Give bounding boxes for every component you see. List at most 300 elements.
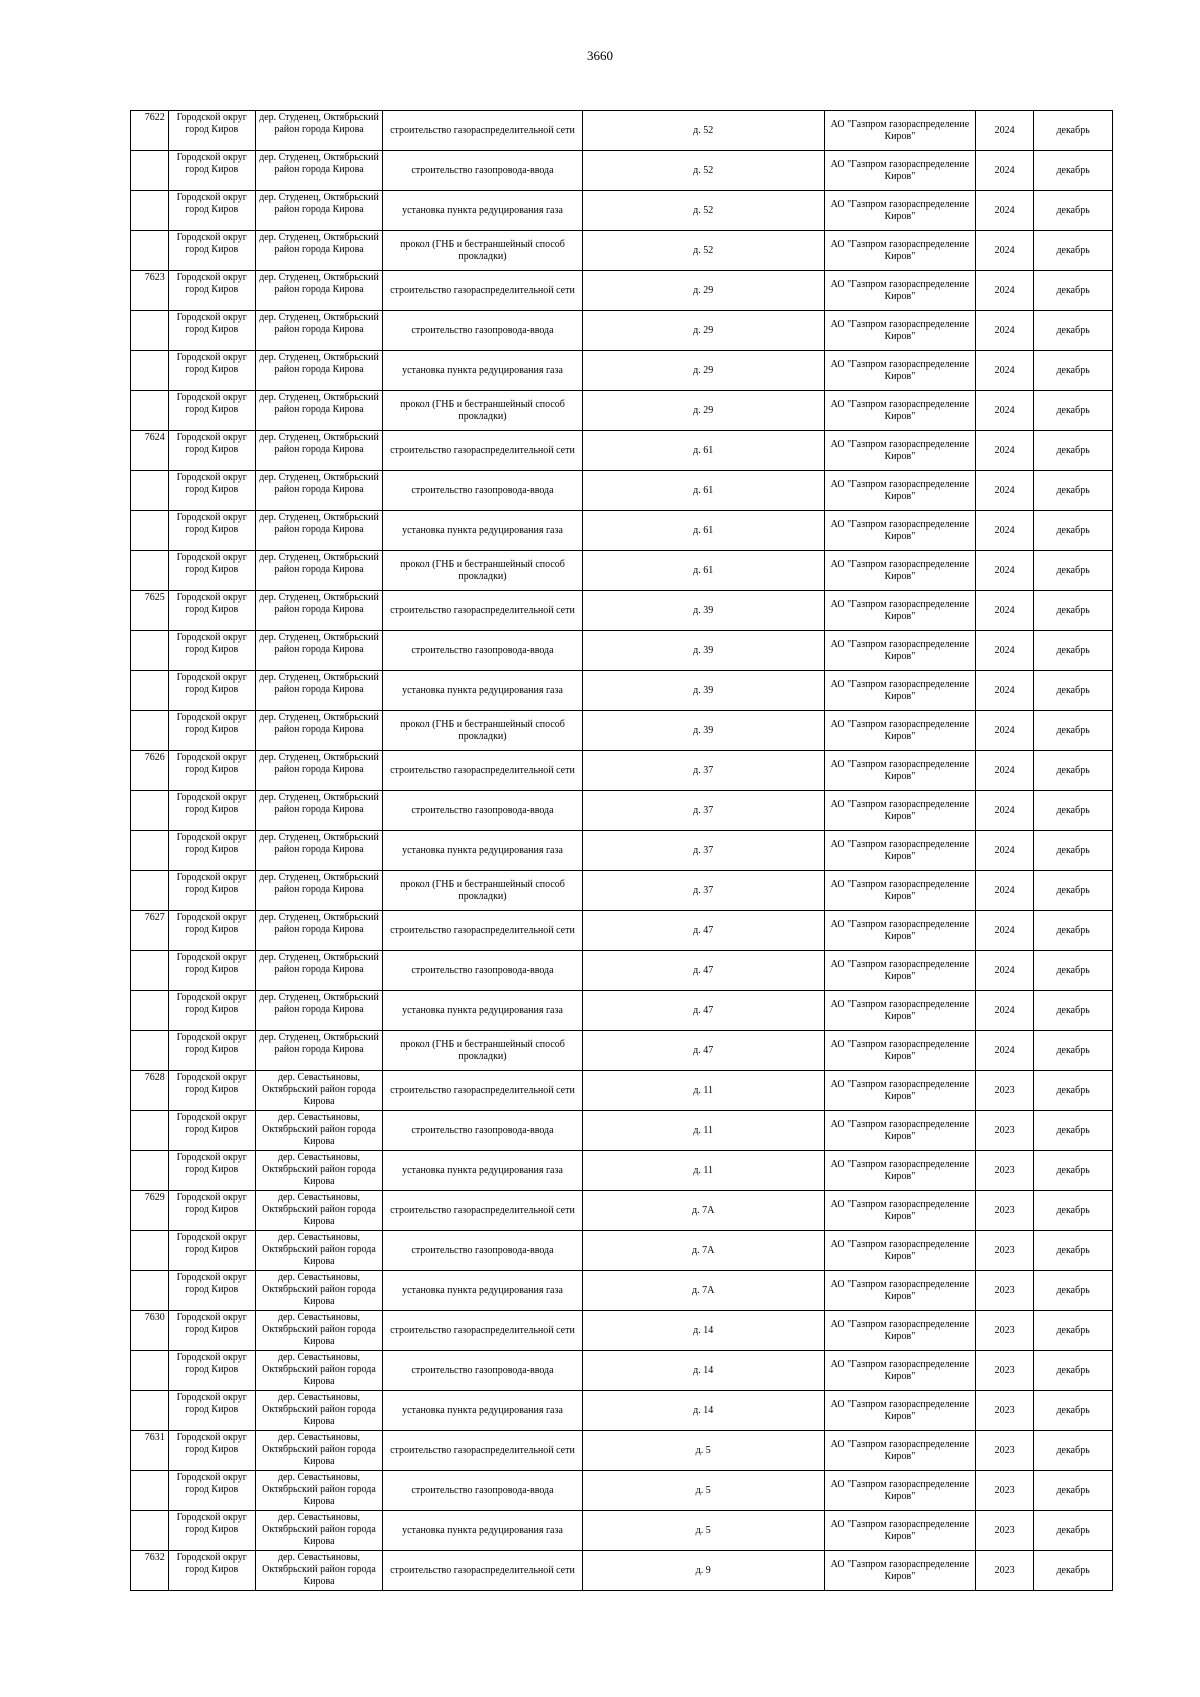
locality-cell: дер. Севастьяновы, Октябрьский район города Кирова [255,1271,383,1311]
row-number-cell: 7629 [131,1191,169,1231]
month-cell: декабрь [1034,351,1113,391]
work-type-cell: установка пункта редуцирования газа [383,191,582,231]
locality-cell: дер. Студенец, Октябрьский район города Кирова [255,751,383,791]
month-cell: декабрь [1034,631,1113,671]
year-cell: 2024 [976,871,1034,911]
year-cell: 2024 [976,951,1034,991]
organization-cell: АО "Газпром газораспределение Киров" [824,1151,975,1191]
municipality-cell: Городской округ город Киров [168,191,255,231]
house-cell: д. 39 [582,591,824,631]
year-cell: 2023 [976,1431,1034,1471]
table-row [131,1391,1113,1431]
locality-cell: дер. Студенец, Октябрьский район города Кирова [255,871,383,911]
municipality-cell: Городской округ город Киров [168,1311,255,1351]
row-number-cell: 7630 [131,1311,169,1351]
house-cell: д. 11 [582,1151,824,1191]
work-type-cell: установка пункта редуцирования газа [383,1271,582,1311]
table-row [131,671,1113,711]
row-number-cell [131,351,169,391]
municipality-cell: Городской округ город Киров [168,1031,255,1071]
year-cell: 2023 [976,1191,1034,1231]
organization-cell: АО "Газпром газораспределение Киров" [824,311,975,351]
row-number-cell [131,951,169,991]
work-type-cell: строительство газораспределительной сети [383,1551,582,1591]
gasification-table [130,110,1113,1591]
organization-cell: АО "Газпром газораспределение Киров" [824,551,975,591]
organization-cell: АО "Газпром газораспределение Киров" [824,711,975,751]
organization-cell: АО "Газпром газораспределение Киров" [824,271,975,311]
table-row [131,311,1113,351]
month-cell: декабрь [1034,1071,1113,1111]
month-cell: декабрь [1034,991,1113,1031]
house-cell: д. 29 [582,271,824,311]
row-number-cell: 7624 [131,431,169,471]
year-cell: 2024 [976,191,1034,231]
house-cell: д. 61 [582,431,824,471]
row-number-cell [131,1351,169,1391]
year-cell: 2024 [976,991,1034,1031]
month-cell: декабрь [1034,1111,1113,1151]
row-number-cell [131,1391,169,1431]
table-row [131,951,1113,991]
organization-cell: АО "Газпром газораспределение Киров" [824,591,975,631]
locality-cell: дер. Студенец, Октябрьский район города Кирова [255,551,383,591]
month-cell: декабрь [1034,1511,1113,1551]
table-row [131,631,1113,671]
locality-cell: дер. Севастьяновы, Октябрьский район города Кирова [255,1551,383,1591]
year-cell: 2024 [976,111,1034,151]
month-cell: декабрь [1034,551,1113,591]
month-cell: декабрь [1034,391,1113,431]
organization-cell: АО "Газпром газораспределение Киров" [824,111,975,151]
organization-cell: АО "Газпром газораспределение Киров" [824,871,975,911]
locality-cell: дер. Севастьяновы, Октябрьский район города Кирова [255,1071,383,1111]
table-row [131,391,1113,431]
table-row [131,1111,1113,1151]
municipality-cell: Городской округ город Киров [168,1231,255,1271]
municipality-cell: Городской округ город Киров [168,1471,255,1511]
municipality-cell: Городской округ город Киров [168,711,255,751]
work-type-cell: строительство газораспределительной сети [383,431,582,471]
year-cell: 2024 [976,1031,1034,1071]
locality-cell: дер. Севастьяновы, Октябрьский район города Кирова [255,1231,383,1271]
work-type-cell: прокол (ГНБ и бестраншейный способ прокладки) [383,551,582,591]
month-cell: декабрь [1034,111,1113,151]
municipality-cell: Городской округ город Киров [168,1151,255,1191]
year-cell: 2024 [976,471,1034,511]
table-row [131,271,1113,311]
row-number-cell: 7625 [131,591,169,631]
month-cell: декабрь [1034,911,1113,951]
month-cell: декабрь [1034,751,1113,791]
municipality-cell: Городской округ город Киров [168,1071,255,1111]
month-cell: декабрь [1034,791,1113,831]
year-cell: 2024 [976,151,1034,191]
month-cell: декабрь [1034,1151,1113,1191]
work-type-cell: строительство газопровода-ввода [383,1351,582,1391]
row-number-cell [131,711,169,751]
table-row [131,1151,1113,1191]
work-type-cell: прокол (ГНБ и бестраншейный способ прокладки) [383,871,582,911]
work-type-cell: строительство газораспределительной сети [383,591,582,631]
year-cell: 2024 [976,591,1034,631]
house-cell: д. 29 [582,351,824,391]
organization-cell: АО "Газпром газораспределение Киров" [824,351,975,391]
work-type-cell: установка пункта редуцирования газа [383,991,582,1031]
work-type-cell: установка пункта редуцирования газа [383,351,582,391]
municipality-cell: Городской округ город Киров [168,671,255,711]
municipality-cell: Городской округ город Киров [168,111,255,151]
table-row [131,991,1113,1031]
locality-cell: дер. Студенец, Октябрьский район города Кирова [255,591,383,631]
month-cell: декабрь [1034,1431,1113,1471]
month-cell: декабрь [1034,151,1113,191]
row-number-cell [131,551,169,591]
month-cell: декабрь [1034,951,1113,991]
table-row [131,151,1113,191]
month-cell: декабрь [1034,831,1113,871]
year-cell: 2023 [976,1311,1034,1351]
row-number-cell: 7627 [131,911,169,951]
work-type-cell: строительство газопровода-ввода [383,951,582,991]
locality-cell: дер. Студенец, Октябрьский район города Кирова [255,911,383,951]
month-cell: декабрь [1034,1231,1113,1271]
table-row [131,111,1113,151]
work-type-cell: установка пункта редуцирования газа [383,511,582,551]
work-type-cell: установка пункта редуцирования газа [383,1391,582,1431]
month-cell: декабрь [1034,1351,1113,1391]
row-number-cell [131,991,169,1031]
work-type-cell: установка пункта редуцирования газа [383,671,582,711]
year-cell: 2024 [976,391,1034,431]
year-cell: 2024 [976,231,1034,271]
municipality-cell: Городской округ город Киров [168,1351,255,1391]
house-cell: д. 14 [582,1351,824,1391]
organization-cell: АО "Газпром газораспределение Киров" [824,431,975,471]
organization-cell: АО "Газпром газораспределение Киров" [824,671,975,711]
table-row [131,1351,1113,1391]
locality-cell: дер. Севастьяновы, Октябрьский район города Кирова [255,1151,383,1191]
organization-cell: АО "Газпром газораспределение Киров" [824,191,975,231]
work-type-cell: прокол (ГНБ и бестраншейный способ прокладки) [383,711,582,751]
year-cell: 2023 [976,1391,1034,1431]
organization-cell: АО "Газпром газораспределение Киров" [824,1071,975,1111]
work-type-cell: строительство газопровода-ввода [383,1111,582,1151]
organization-cell: АО "Газпром газораспределение Киров" [824,991,975,1031]
locality-cell: дер. Севастьяновы, Октябрьский район города Кирова [255,1471,383,1511]
house-cell: д. 11 [582,1111,824,1151]
locality-cell: дер. Студенец, Октябрьский район города Кирова [255,631,383,671]
row-number-cell [131,391,169,431]
house-cell: д. 7А [582,1191,824,1231]
municipality-cell: Городской округ город Киров [168,791,255,831]
house-cell: д. 29 [582,311,824,351]
locality-cell: дер. Студенец, Октябрьский район города Кирова [255,671,383,711]
locality-cell: дер. Студенец, Октябрьский район города Кирова [255,951,383,991]
house-cell: д. 29 [582,391,824,431]
table-row [131,1311,1113,1351]
municipality-cell: Городской округ город Киров [168,911,255,951]
table-row [131,911,1113,951]
house-cell: д. 61 [582,471,824,511]
municipality-cell: Городской округ город Киров [168,391,255,431]
municipality-cell: Городской округ город Киров [168,1191,255,1231]
row-number-cell [131,1271,169,1311]
year-cell: 2023 [976,1471,1034,1511]
year-cell: 2024 [976,511,1034,551]
work-type-cell: строительство газораспределительной сети [383,1431,582,1471]
table-row [131,1551,1113,1591]
locality-cell: дер. Севастьяновы, Октябрьский район города Кирова [255,1111,383,1151]
work-type-cell: строительство газораспределительной сети [383,751,582,791]
year-cell: 2024 [976,911,1034,951]
table-row [131,591,1113,631]
table-row [131,471,1113,511]
organization-cell: АО "Газпром газораспределение Киров" [824,1191,975,1231]
year-cell: 2024 [976,751,1034,791]
table-body [131,111,1113,1591]
month-cell: декабрь [1034,591,1113,631]
house-cell: д. 37 [582,751,824,791]
locality-cell: дер. Студенец, Октябрьский район города Кирова [255,431,383,471]
work-type-cell: строительство газопровода-ввода [383,1471,582,1511]
locality-cell: дер. Студенец, Октябрьский район города Кирова [255,231,383,271]
house-cell: д. 39 [582,631,824,671]
work-type-cell: установка пункта редуцирования газа [383,1511,582,1551]
locality-cell: дер. Студенец, Октябрьский район города Кирова [255,311,383,351]
organization-cell: АО "Газпром газораспределение Киров" [824,751,975,791]
row-number-cell [131,671,169,711]
organization-cell: АО "Газпром газораспределение Киров" [824,951,975,991]
year-cell: 2023 [976,1231,1034,1271]
house-cell: д. 14 [582,1391,824,1431]
house-cell: д. 37 [582,791,824,831]
municipality-cell: Городской округ город Киров [168,311,255,351]
locality-cell: дер. Севастьяновы, Октябрьский район города Кирова [255,1311,383,1351]
table-row [131,831,1113,871]
work-type-cell: строительство газораспределительной сети [383,1191,582,1231]
organization-cell: АО "Газпром газораспределение Киров" [824,231,975,271]
row-number-cell [131,1151,169,1191]
organization-cell: АО "Газпром газораспределение Киров" [824,911,975,951]
locality-cell: дер. Студенец, Октябрьский район города Кирова [255,471,383,511]
table-row [131,1431,1113,1471]
municipality-cell: Городской округ город Киров [168,511,255,551]
work-type-cell: строительство газопровода-ввода [383,311,582,351]
year-cell: 2024 [976,551,1034,591]
work-type-cell: строительство газопровода-ввода [383,471,582,511]
work-type-cell: строительство газопровода-ввода [383,631,582,671]
locality-cell: дер. Студенец, Октябрьский район города Кирова [255,1031,383,1071]
row-number-cell: 7623 [131,271,169,311]
month-cell: декабрь [1034,271,1113,311]
organization-cell: АО "Газпром газораспределение Киров" [824,511,975,551]
year-cell: 2024 [976,271,1034,311]
organization-cell: АО "Газпром газораспределение Киров" [824,1231,975,1271]
work-type-cell: установка пункта редуцирования газа [383,1151,582,1191]
table-row [131,1471,1113,1511]
table-row [131,1511,1113,1551]
locality-cell: дер. Студенец, Октябрьский район города Кирова [255,831,383,871]
work-type-cell: строительство газораспределительной сети [383,271,582,311]
row-number-cell [131,791,169,831]
municipality-cell: Городской округ город Киров [168,351,255,391]
table-row [131,791,1113,831]
month-cell: декабрь [1034,471,1113,511]
table-row [131,711,1113,751]
row-number-cell [131,231,169,271]
work-type-cell: прокол (ГНБ и бестраншейный способ прокладки) [383,391,582,431]
year-cell: 2023 [976,1551,1034,1591]
municipality-cell: Городской округ город Киров [168,431,255,471]
row-number-cell [131,1511,169,1551]
year-cell: 2023 [976,1511,1034,1551]
locality-cell: дер. Студенец, Октябрьский район города Кирова [255,391,383,431]
organization-cell: АО "Газпром газораспределение Киров" [824,391,975,431]
house-cell: д. 39 [582,711,824,751]
month-cell: декабрь [1034,231,1113,271]
locality-cell: дер. Студенец, Октябрьский район города Кирова [255,271,383,311]
municipality-cell: Городской округ город Киров [168,751,255,791]
house-cell: д. 7А [582,1271,824,1311]
house-cell: д. 39 [582,671,824,711]
organization-cell: АО "Газпром газораспределение Киров" [824,1031,975,1071]
year-cell: 2024 [976,711,1034,751]
house-cell: д. 11 [582,1071,824,1111]
work-type-cell: прокол (ГНБ и бестраншейный способ прокладки) [383,1031,582,1071]
municipality-cell: Городской округ город Киров [168,471,255,511]
municipality-cell: Городской округ город Киров [168,551,255,591]
month-cell: декабрь [1034,1271,1113,1311]
work-type-cell: прокол (ГНБ и бестраншейный способ прокладки) [383,231,582,271]
organization-cell: АО "Газпром газораспределение Киров" [824,151,975,191]
month-cell: декабрь [1034,1191,1113,1231]
month-cell: декабрь [1034,671,1113,711]
municipality-cell: Городской округ город Киров [168,991,255,1031]
organization-cell: АО "Газпром газораспределение Киров" [824,631,975,671]
house-cell: д. 52 [582,191,824,231]
row-number-cell [131,1231,169,1271]
house-cell: д. 47 [582,951,824,991]
municipality-cell: Городской округ город Киров [168,271,255,311]
locality-cell: дер. Студенец, Октябрьский район города Кирова [255,151,383,191]
table-row [131,551,1113,591]
year-cell: 2024 [976,431,1034,471]
row-number-cell: 7632 [131,1551,169,1591]
work-type-cell: строительство газораспределительной сети [383,1071,582,1111]
month-cell: декабрь [1034,431,1113,471]
municipality-cell: Городской округ город Киров [168,951,255,991]
month-cell: декабрь [1034,1471,1113,1511]
house-cell: д. 5 [582,1471,824,1511]
year-cell: 2024 [976,831,1034,871]
locality-cell: дер. Студенец, Октябрьский район города Кирова [255,351,383,391]
table-row [131,1231,1113,1271]
month-cell: декабрь [1034,711,1113,751]
work-type-cell: строительство газораспределительной сети [383,911,582,951]
organization-cell: АО "Газпром газораспределение Киров" [824,471,975,511]
row-number-cell [131,1471,169,1511]
year-cell: 2023 [976,1151,1034,1191]
locality-cell: дер. Студенец, Октябрьский район города Кирова [255,511,383,551]
locality-cell: дер. Студенец, Октябрьский район города Кирова [255,191,383,231]
organization-cell: АО "Газпром газораспределение Киров" [824,791,975,831]
table-row [131,1071,1113,1111]
month-cell: декабрь [1034,511,1113,551]
municipality-cell: Городской округ город Киров [168,831,255,871]
house-cell: д. 5 [582,1431,824,1471]
municipality-cell: Городской округ город Киров [168,871,255,911]
table-row [131,231,1113,271]
municipality-cell: Городской округ город Киров [168,231,255,271]
work-type-cell: строительство газопровода-ввода [383,1231,582,1271]
house-cell: д. 61 [582,551,824,591]
locality-cell: дер. Студенец, Октябрьский район города Кирова [255,791,383,831]
table-row [131,431,1113,471]
row-number-cell [131,871,169,911]
year-cell: 2024 [976,631,1034,671]
table-row [131,871,1113,911]
year-cell: 2024 [976,351,1034,391]
row-number-cell [131,191,169,231]
house-cell: д. 52 [582,151,824,191]
municipality-cell: Городской округ город Киров [168,1271,255,1311]
month-cell: декабрь [1034,871,1113,911]
table-row [131,751,1113,791]
municipality-cell: Городской округ город Киров [168,1111,255,1151]
month-cell: декабрь [1034,1311,1113,1351]
year-cell: 2023 [976,1271,1034,1311]
year-cell: 2024 [976,671,1034,711]
municipality-cell: Городской округ город Киров [168,1551,255,1591]
municipality-cell: Городской округ город Киров [168,631,255,671]
organization-cell: АО "Газпром газораспределение Киров" [824,1271,975,1311]
row-number-cell [131,831,169,871]
locality-cell: дер. Севастьяновы, Октябрьский район города Кирова [255,1391,383,1431]
locality-cell: дер. Севастьяновы, Октябрьский район города Кирова [255,1191,383,1231]
municipality-cell: Городской округ город Киров [168,1511,255,1551]
organization-cell: АО "Газпром газораспределение Киров" [824,1431,975,1471]
house-cell: д. 37 [582,831,824,871]
organization-cell: АО "Газпром газораспределение Киров" [824,1351,975,1391]
row-number-cell [131,631,169,671]
house-cell: д. 52 [582,231,824,271]
house-cell: д. 52 [582,111,824,151]
house-cell: д. 9 [582,1551,824,1591]
locality-cell: дер. Студенец, Октябрьский район города Кирова [255,711,383,751]
organization-cell: АО "Газпром газораспределение Киров" [824,1311,975,1351]
year-cell: 2023 [976,1351,1034,1391]
municipality-cell: Городской округ город Киров [168,1431,255,1471]
house-cell: д. 7А [582,1231,824,1271]
table-row [131,511,1113,551]
organization-cell: АО "Газпром газораспределение Киров" [824,1471,975,1511]
locality-cell: дер. Севастьяновы, Октябрьский район города Кирова [255,1511,383,1551]
month-cell: декабрь [1034,1551,1113,1591]
page-number: 3660 [587,48,613,63]
row-number-cell [131,311,169,351]
house-cell: д. 61 [582,511,824,551]
organization-cell: АО "Газпром газораспределение Киров" [824,831,975,871]
house-cell: д. 14 [582,1311,824,1351]
year-cell: 2024 [976,791,1034,831]
locality-cell: дер. Севастьяновы, Октябрьский район города Кирова [255,1431,383,1471]
row-number-cell: 7631 [131,1431,169,1471]
house-cell: д. 37 [582,871,824,911]
row-number-cell [131,1111,169,1151]
table-row [131,351,1113,391]
table-row [131,1031,1113,1071]
